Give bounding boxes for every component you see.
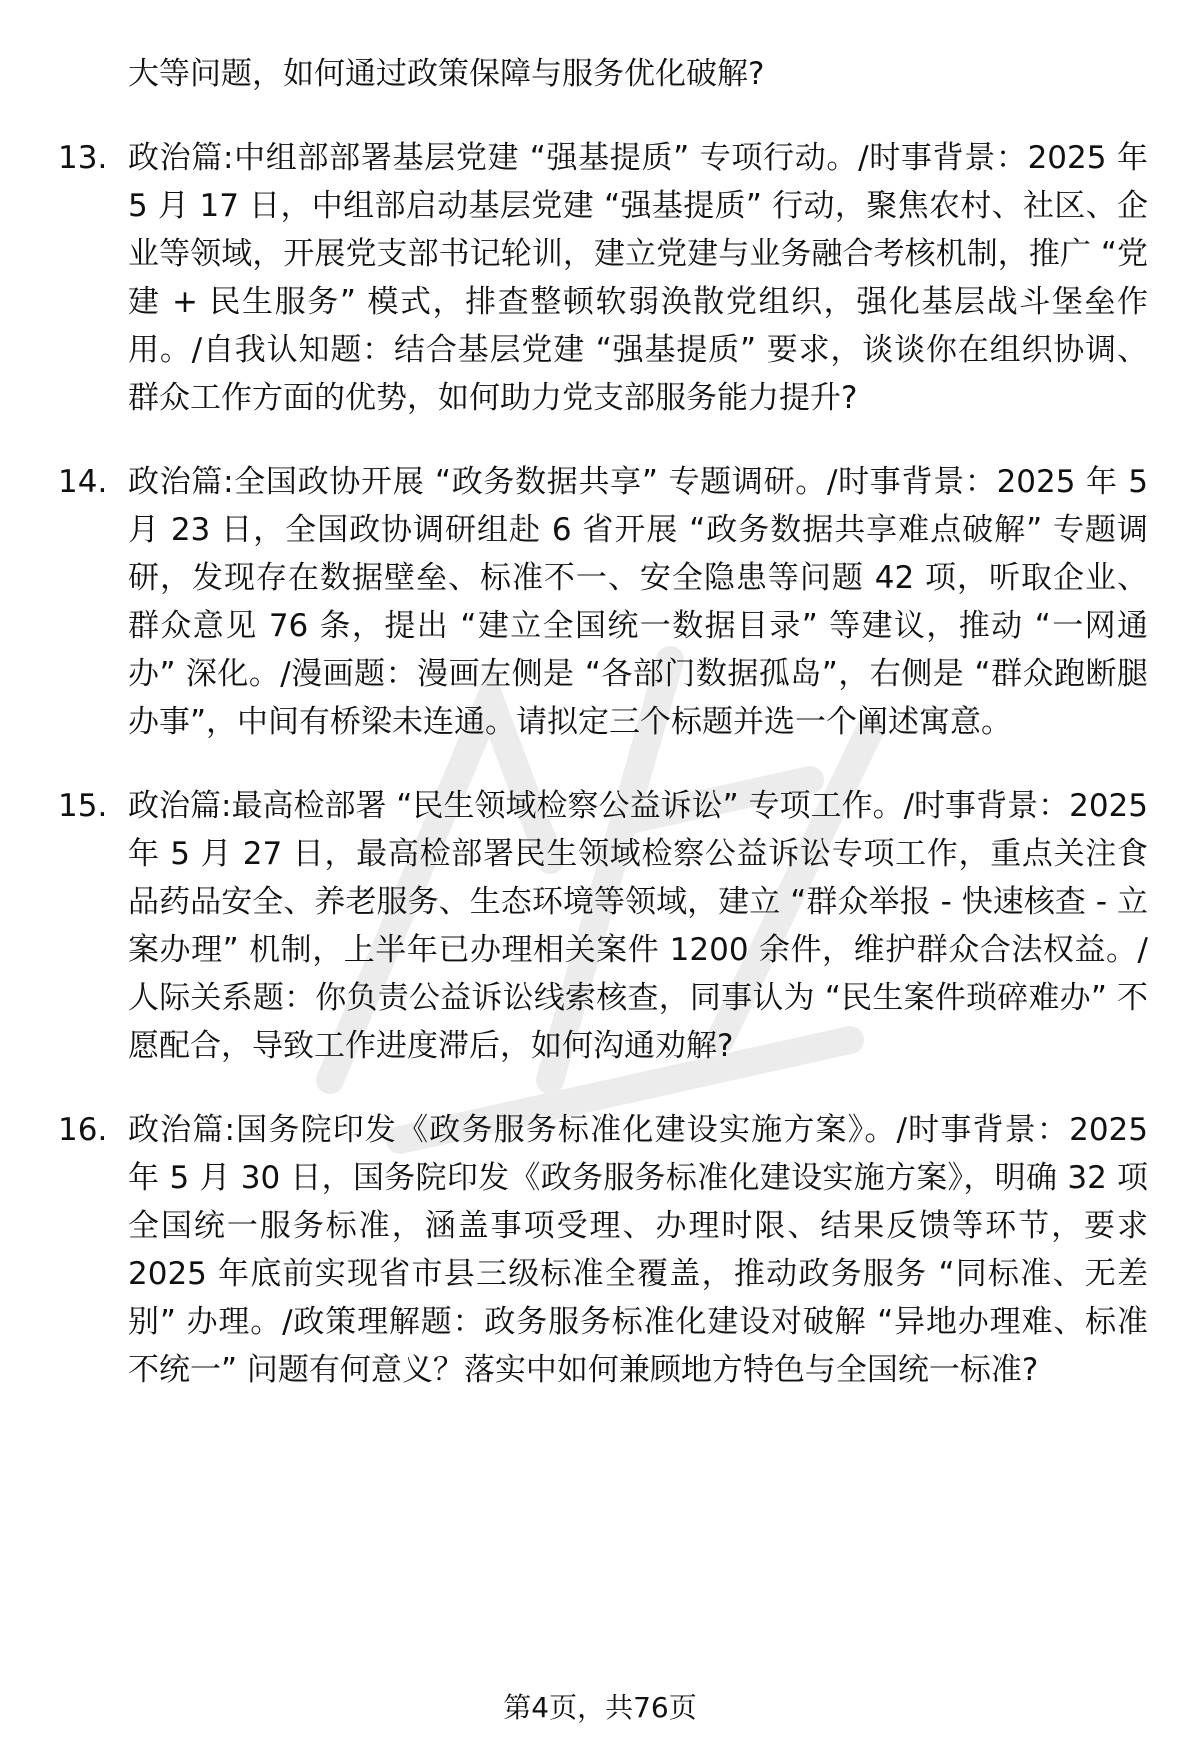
question-text: 政治篇:全国政协开展 “政务数据共享” 专题调研。/时事背景：2025 年 5 月 23 日，全国政协调研组赴 6 省开展 “政务数据共享难点破解” 专题调研，发现存在数据壁垒、标准不一、安全隐患等问题 42 项，听取企业、群众意见 76 条，提出 “建立全国统一数据目录” 等建议，推动 “一网通办” 深化。/漫画题：漫画左侧是 “各部门数据孤岛”，右侧是 “群众跑断腿办事”，中间有桥梁未连通。请拟定三个标题并选一个阐述寓意。 xyxy=(128,464,1148,740)
question-14 xyxy=(58,458,1148,746)
question-number: 16. xyxy=(58,1112,108,1148)
page-number-footer: 第4页，共76页 xyxy=(503,1691,697,1724)
question-13 xyxy=(58,134,1148,422)
question-text: 政治篇:最高检部署 “民生领域检察公益诉讼” 专项工作。/时事背景：2025 年 5 月 27 日，最高检部署民生领域检察公益诉讼专项工作，重点关注食品药品安全、养老服务、生态环境等领域，建立 “群众举报 - 快速核查 - 立案办理” 机制，上半年已办理相关案件 1200 余件，维护群众合法权益。/人际关系题：你负责公益诉讼线索核查，同事认为 “民生案件琐碎难办” 不愿配合，导致工作进度滞后，如何沟通劝解? xyxy=(128,788,1148,1064)
question-text: 政治篇:中组部部署基层党建 “强基提质” 专项行动。/时事背景：2025 年 5 月 17 日，中组部启动基层党建 “强基提质” 行动，聚焦农村、社区、企业等领域，开展党支部书记轮训，建立党建与业务融合考核机制，推广 “党建 + 民生服务” 模式，排查整顿软弱涣散党组织，强化基层战斗堡垒作用。/自我认知题：结合基层党建 “强基提质” 要求，谈谈你在组织协调、群众工作方面的优势，如何助力党支部服务能力提升? xyxy=(128,140,1148,416)
question-text: 政治篇:国务院印发《政务服务标准化建设实施方案》。/时事背景：2025 年 5 月 30 日，国务院印发《政务服务标准化建设实施方案》，明确 32 项全国统一服务标准，涵盖事项受理、办理时限、结果反馈等环节，要求 2025 年底前实现省市县三级标准全覆盖，推动政务服务 “同标准、无差别” 办理。/政策理解题：政务服务标准化建设对破解 “异地办理难、标准不统一” 问题有何意义？落实中如何兼顾地方特色与全国统一标准? xyxy=(128,1112,1148,1388)
question-16 xyxy=(58,1106,1148,1394)
document-body xyxy=(58,50,1148,1394)
question-number: 15. xyxy=(58,788,108,824)
question-15 xyxy=(58,782,1148,1070)
question-number: 13. xyxy=(58,140,108,176)
question-number: 14. xyxy=(58,464,108,500)
continuation-text: 大等问题，如何通过政策保障与服务优化破解? xyxy=(128,56,765,92)
